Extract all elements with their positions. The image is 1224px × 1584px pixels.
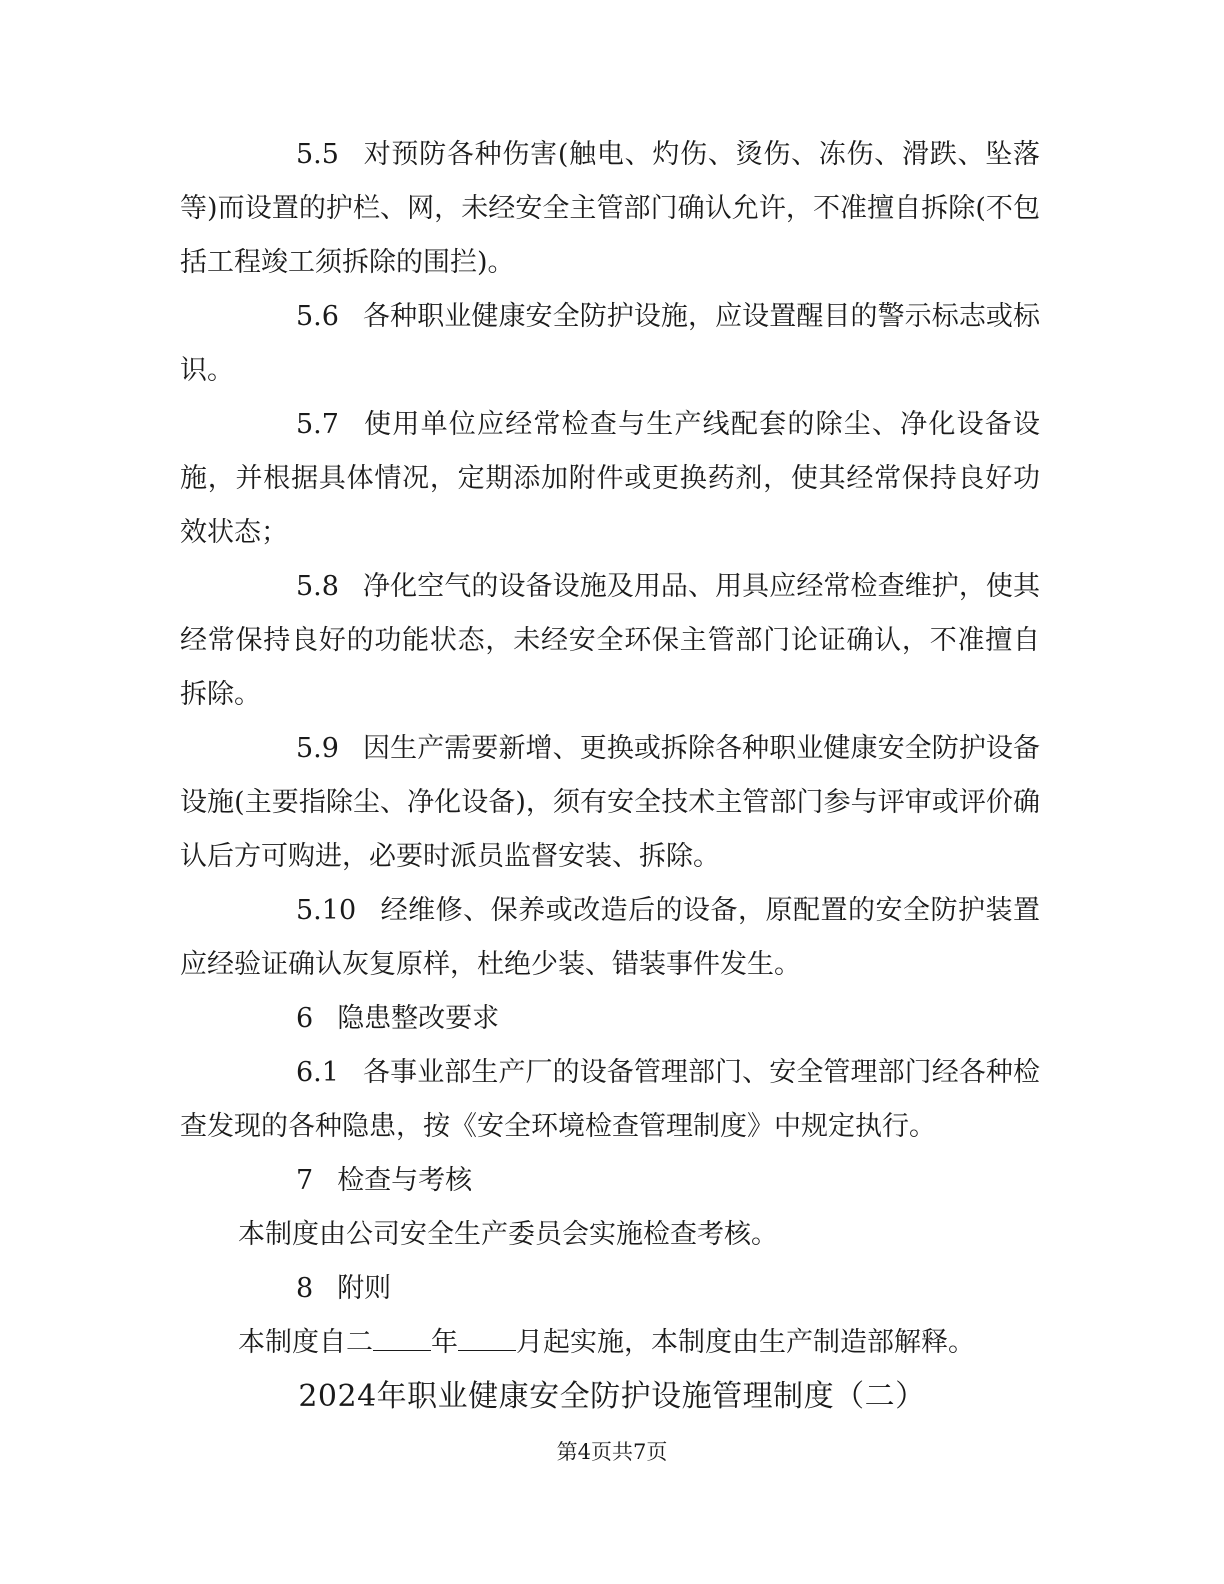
section-8-heading (180, 1262, 1040, 1316)
effective-date-line (180, 1316, 1040, 1370)
document-body (180, 128, 1040, 1370)
clause-5-6 (180, 290, 1040, 398)
next-document-title: 2024年职业健康安全防护设施管理制度（二） (298, 1379, 926, 1414)
clause-text: 经维修、保养或改造后的设备，原配置的安全防护装置应经验证确认灰复原样，杜绝少装、错装事件发生。 (180, 895, 1040, 980)
clause-number: 6.1 (296, 1057, 339, 1088)
section-7-heading (180, 1154, 1040, 1208)
section-7-text (180, 1208, 1040, 1262)
clause-5-9 (180, 722, 1040, 884)
page-footer: 第4页共7页 (556, 1440, 668, 1464)
effective-text-year: 年 (431, 1327, 458, 1358)
clause-number: 5.9 (296, 733, 339, 764)
clause-5-7 (180, 398, 1040, 560)
clause-number: 5.7 (296, 409, 339, 440)
clause-number: 5.5 (296, 139, 339, 170)
clause-text: 净化空气的设备设施及用品、用具应经常检查维护，使其经常保持良好的功能状态，未经安全环保主管部门论证确认，不准擅自拆除。 (180, 571, 1040, 710)
clause-number: 5.10 (296, 895, 357, 926)
clause-text: 对预防各种伤害(触电、灼伤、烫伤、冻伤、滑跌、坠落等)而设置的护栏、网，未经安全主管部门确认允许，不准擅自拆除(不包括工程竣工须拆除的围拦)。 (180, 139, 1040, 278)
clause-text: 各种职业健康安全防护设施，应设置醒目的警示标志或标识。 (180, 301, 1040, 386)
year-blank (373, 1328, 431, 1351)
clause-text: 因生产需要新增、更换或拆除各种职业健康安全防护设备设施(主要指除尘、净化设备)，须有安全技术主管部门参与评审或评价确认后方可购进，必要时派员监督安装、拆除。 (180, 733, 1040, 872)
section-title: 隐患整改要求 (337, 1003, 500, 1034)
section-6-heading (180, 992, 1040, 1046)
clause-number: 5.8 (296, 571, 339, 602)
clause-text: 各事业部生产厂的设备管理部门、安全管理部门经各种检查发现的各种隐患，按《安全环境检查管理制度》中规定执行。 (180, 1057, 1040, 1142)
clause-5-8 (180, 560, 1040, 722)
clause-text: 本制度由公司安全生产委员会实施检查考核。 (238, 1219, 778, 1250)
section-number: 8 (296, 1273, 314, 1304)
section-number: 6 (296, 1003, 314, 1034)
section-title: 检查与考核 (337, 1165, 473, 1196)
clause-6-1 (180, 1046, 1040, 1154)
month-blank (458, 1328, 516, 1351)
clause-5-5 (180, 128, 1040, 290)
section-title: 附则 (337, 1273, 392, 1304)
clause-number: 5.6 (296, 301, 339, 332)
section-number: 7 (296, 1165, 314, 1196)
effective-text-end: 月起实施，本制度由生产制造部解释。 (516, 1327, 975, 1358)
effective-text-start: 本制度自二 (238, 1327, 373, 1358)
clause-text: 使用单位应经常检查与生产线配套的除尘、净化设备设施，并根据具体情况，定期添加附件或更换药剂，使其经常保持良好功效状态； (180, 409, 1040, 548)
clause-5-10 (180, 884, 1040, 992)
